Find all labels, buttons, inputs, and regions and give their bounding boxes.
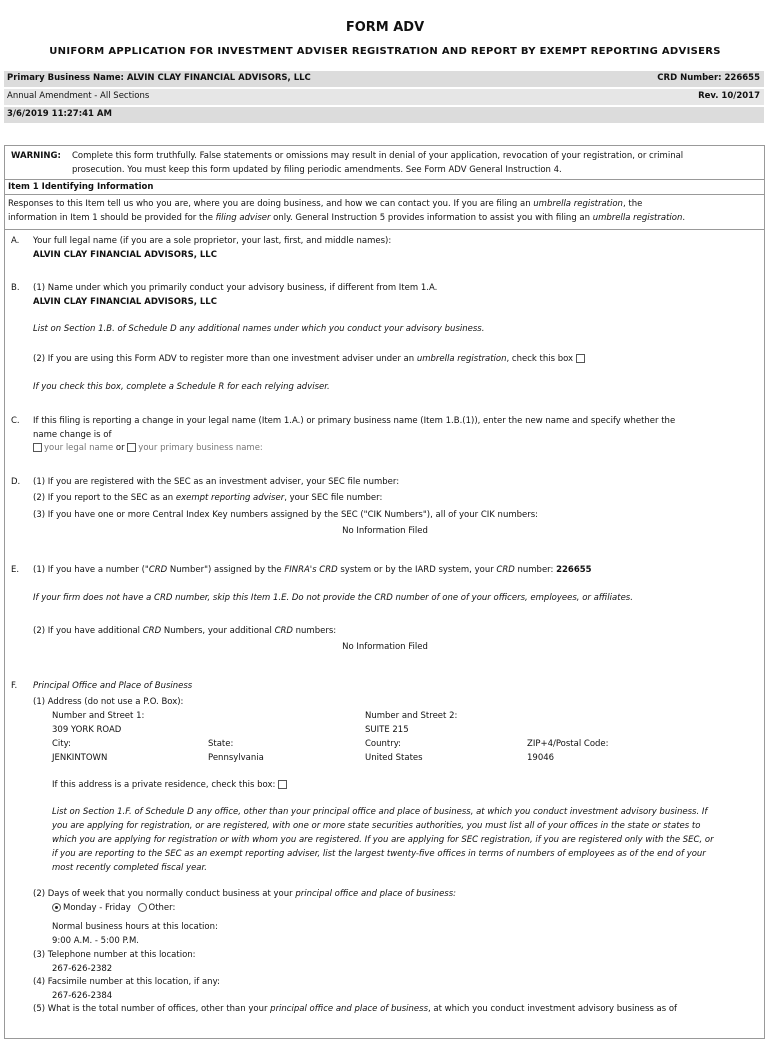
telephone-question: (3) Telephone number at this location: bbox=[33, 950, 196, 960]
street1-value: 309 YORK ROAD bbox=[52, 725, 122, 735]
section-d-question-2: (2) If you report to the SEC as an exempt reporting adviser, your SEC file number: bbox=[33, 493, 383, 503]
item1-intro-line-2: information in Item 1 should be provided for the filing adviser only. General Instruction 5 provides information to assist you with filing an umbrella registration. bbox=[8, 213, 686, 223]
private-residence-question: If this address is a private residence, check this box: bbox=[52, 780, 289, 790]
section-f-note-line-4: if you are reporting to the SEC as an exempt reporting adviser, list the largest twenty-five offices in terms of numbers of employees as of the end of your bbox=[52, 849, 706, 859]
monday-friday-radio[interactable] bbox=[52, 903, 61, 912]
section-f-letter: F. bbox=[11, 681, 18, 691]
hours-value: 9:00 A.M. - 5:00 P.M. bbox=[52, 936, 139, 946]
section-c-question-line-2: name change is of bbox=[33, 430, 112, 440]
zip-label: ZIP+4/Postal Code: bbox=[527, 739, 609, 749]
warning-line-1: Complete this form truthfully. False statements or omissions may result in denial of your application, revocation of your registration, or criminal bbox=[72, 151, 684, 161]
days-options bbox=[52, 903, 175, 913]
umbrella-registration-checkbox[interactable] bbox=[576, 354, 585, 363]
offices-question: (5) What is the total number of offices, other than your principal office and place of business, at which you conduct investment advisory business as of bbox=[33, 1004, 678, 1014]
crd-number-value: 226655 bbox=[556, 565, 592, 575]
legal-name-checkbox[interactable] bbox=[33, 443, 42, 452]
fax-question: (4) Facsimile number at this location, if any: bbox=[33, 977, 220, 987]
section-a-question: Your full legal name (if you are a sole proprietor, your last, first, and middle names): bbox=[33, 236, 392, 246]
section-f-note-line-2: you are applying for registration, or are registered, with one or more state securities authorities, you must list all of your offices in the state or states to bbox=[52, 821, 701, 831]
form-subtitle: UNIFORM APPLICATION FOR INVESTMENT ADVISER REGISTRATION AND REPORT BY EXEMPT REPORTING ADVISERS bbox=[49, 46, 721, 57]
item1-intro-line-1: Responses to this Item tell us who you are, where you are doing business, and how we can contact you. If you are filing an umbrella registration, the bbox=[8, 199, 643, 209]
form-title: FORM ADV bbox=[345, 20, 425, 35]
cik-no-info: No Information Filed bbox=[342, 526, 428, 536]
address-question: (1) Address (do not use a P.O. Box): bbox=[33, 697, 184, 707]
business-name-band bbox=[4, 71, 764, 87]
warning-line-2: prosecution. You must keep this form updated by filing periodic amendments. See Form ADV General Instruction 4. bbox=[72, 165, 562, 175]
section-c-letter: C. bbox=[11, 416, 20, 426]
section-e-question-1: (1) If you have a number ("CRD Number") assigned by the FINRA's CRD system or by the IARD system, your CRD number: 226655 bbox=[33, 565, 592, 575]
hours-label: Normal business hours at this location: bbox=[52, 922, 218, 932]
amendment-type: Annual Amendment - All Sections bbox=[7, 91, 150, 101]
warning-label: WARNING: bbox=[11, 151, 61, 161]
section-b-question-2: (2) If you are using this Form ADV to register more than one investment adviser under an umbrella registration, check this box bbox=[33, 354, 587, 364]
business-name-checkbox[interactable] bbox=[127, 443, 136, 452]
section-f-heading: Principal Office and Place of Business bbox=[33, 681, 193, 691]
monday-friday-label: Monday - Friday bbox=[63, 903, 131, 913]
section-e-note: If your firm does not have a CRD number, skip this Item 1.E. Do not provide the CRD number of one of your officers, employees, or affiliates. bbox=[33, 593, 633, 603]
section-d-letter: D. bbox=[11, 477, 21, 487]
business-name-value: ALVIN CLAY FINANCIAL ADVISORS, LLC bbox=[33, 297, 217, 307]
state-value: Pennsylvania bbox=[208, 753, 264, 763]
country-value: United States bbox=[365, 753, 423, 763]
other-days-label: Other: bbox=[148, 903, 176, 913]
revision: Rev. 10/2017 bbox=[698, 91, 760, 101]
section-d-question-1: (1) If you are registered with the SEC as an investment adviser, your SEC file number: bbox=[33, 477, 400, 487]
section-d-question-3: (3) If you have one or more Central Index Key numbers assigned by the SEC ("CIK Numbers"), all of your CIK numbers: bbox=[33, 510, 539, 520]
section-f-note-line-1: List on Section 1.F. of Schedule D any office, other than your principal office and place of business, at which you conduct investment advisory business. If bbox=[52, 807, 708, 817]
days-question: (2) Days of week that you normally conduct business at your principal office and place of business: bbox=[33, 889, 457, 899]
section-b-question-1: (1) Name under which you primarily conduct your advisory business, if different from Item 1.A. bbox=[33, 283, 438, 293]
street2-value: SUITE 215 bbox=[365, 725, 409, 735]
other-days-radio[interactable] bbox=[138, 903, 147, 912]
section-b-letter: B. bbox=[11, 283, 20, 293]
city-value: JENKINTOWN bbox=[52, 753, 108, 763]
amendment-band bbox=[4, 89, 764, 105]
item1-heading: Item 1 Identifying Information bbox=[8, 182, 154, 192]
section-f-note-line-3: which you are applying for registration or with whom you are registered. If you are applying for SEC registration, if you are registered only with the SEC, or bbox=[52, 835, 714, 845]
timestamp-band bbox=[4, 107, 764, 123]
street2-label: Number and Street 2: bbox=[365, 711, 458, 721]
section-a-letter: A. bbox=[11, 236, 20, 246]
section-f-note-line-5: most recently completed fiscal year. bbox=[52, 863, 207, 873]
zip-value: 19046 bbox=[527, 753, 555, 763]
primary-business-name: Primary Business Name: ALVIN CLAY FINANCIAL ADVISORS, LLC bbox=[7, 73, 311, 83]
additional-crd-no-info: No Information Filed bbox=[342, 642, 428, 652]
state-label: State: bbox=[208, 739, 234, 749]
name-change-options: your legal name or your primary business name: bbox=[33, 443, 263, 453]
legal-name-value: ALVIN CLAY FINANCIAL ADVISORS, LLC bbox=[33, 250, 217, 260]
crd-number: CRD Number: 226655 bbox=[657, 73, 760, 83]
divider bbox=[4, 229, 764, 230]
business-name-option-label: your primary business name: bbox=[138, 443, 263, 453]
section-b-note-1: List on Section 1.B. of Schedule D any additional names under which you conduct your advisory business. bbox=[33, 324, 485, 334]
divider bbox=[4, 179, 764, 180]
section-e-letter: E. bbox=[11, 565, 20, 575]
timestamp: 3/6/2019 11:27:41 AM bbox=[7, 109, 112, 119]
section-b-note-2: If you check this box, complete a Schedule R for each relying adviser. bbox=[33, 382, 330, 392]
fax-value: 267-626-2384 bbox=[52, 991, 113, 1001]
country-label: Country: bbox=[365, 739, 402, 749]
section-e-question-2: (2) If you have additional CRD Numbers, your additional CRD numbers: bbox=[33, 626, 337, 636]
divider bbox=[4, 194, 764, 195]
legal-name-option-label: your legal name bbox=[44, 443, 114, 453]
city-label: City: bbox=[52, 739, 71, 749]
telephone-value: 267-626-2382 bbox=[52, 964, 113, 974]
private-residence-checkbox[interactable] bbox=[278, 780, 287, 789]
street1-label: Number and Street 1: bbox=[52, 711, 145, 721]
section-c-question-line-1: If this filing is reporting a change in your legal name (Item 1.A.) or primary business name (Item 1.B.(1)), enter the new name and specify whether the bbox=[33, 416, 676, 426]
